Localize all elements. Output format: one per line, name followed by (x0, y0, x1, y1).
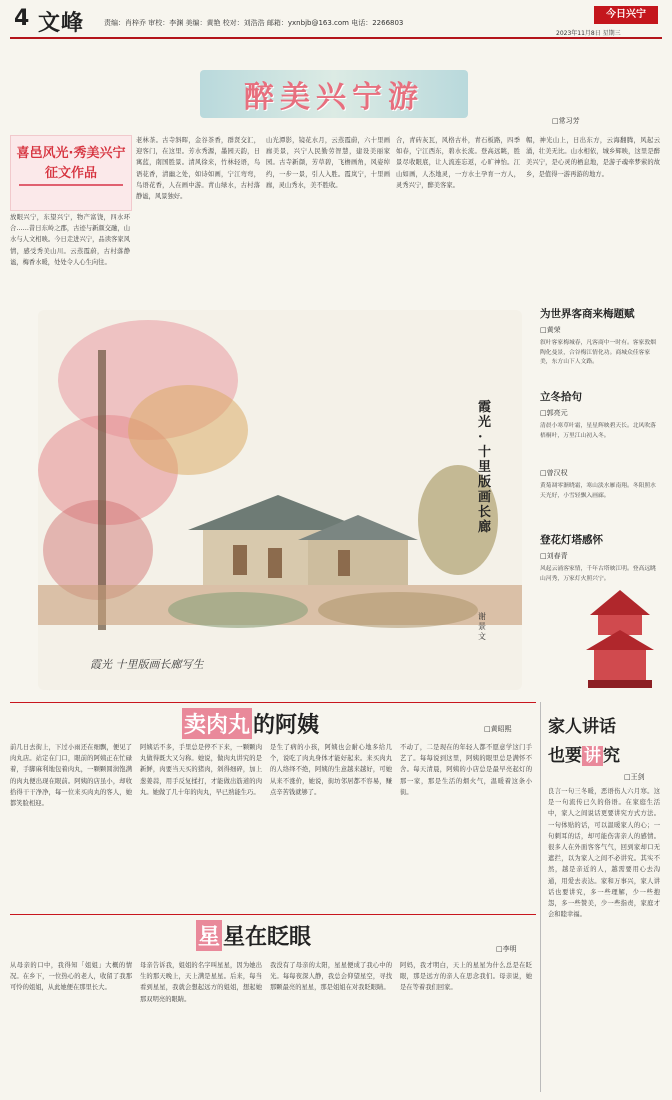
poem-title: 为世界客商来梅题赋 (540, 308, 635, 320)
contest-subtitle: 征文作品 (44, 166, 97, 181)
talk-title-line2 (548, 741, 660, 766)
section-divider (10, 702, 536, 703)
article3-col1: 从母亲的口中，我得知「姐姐」大概的情况。在乡下，一位热心的老人，收留了我那可怜的姐姐，从此她便在那里长大。 (10, 962, 132, 992)
poem-author: □黄荣 (540, 326, 561, 334)
article2-col4: 不动了，二是现在的年轻人都不愿意学这门手艺了。每每说到这里，阿姨的眼里总是满怀不舍。每天清晨，阿姨的小店总是最早亮起灯的那一家，那是生活的烟火气，温暖着这条小街。 (400, 744, 532, 796)
article1-col4: 帽，神光山上，日出东方，云海翻腾，风起云涌，壮美无比。山水相依，城乡辉映，这里是醉美兴宁，是心灵的栖息地，是游子魂牵梦萦的故乡，是值得一游再游的地方。 (526, 137, 660, 178)
column-separator (540, 702, 541, 1092)
article2-title (182, 708, 319, 739)
pagoda-decoration (580, 585, 660, 695)
talk-title-highlight: 讲 (584, 746, 601, 766)
article2-title-rest: 的阿姨 (253, 713, 320, 738)
article3-title-highlight: 星 (196, 920, 222, 951)
talk-byline: □王剑 (624, 773, 645, 781)
poem-author: □郭亮元 (540, 409, 568, 417)
painting-svg (38, 310, 522, 690)
contest-divider (19, 184, 123, 186)
article3-col3: 我没有了母亲的太阳，星星便成了我心中的光。每每夜深人静，我总会仰望星空，寻找那颗最亮的星星，那是姐姐在对我眨眼睛。 (270, 962, 392, 992)
banner-title: 醉美兴宁游 (244, 80, 424, 115)
poem-author: □刘春青 (540, 552, 568, 560)
header-rule (10, 37, 662, 39)
poem-title: 立冬拾句 (540, 391, 582, 403)
section-divider (10, 914, 536, 915)
poem-author: □曾汉权 (540, 469, 568, 477)
pagoda-icon (580, 585, 660, 695)
contest-intro: 放眼兴宁，东望兴宁，物产富饶，四水环合……昔日东岭之郡，古迹与新颜交融，山水与人文相映。今日走进兴宁，品读客家风情，感受秀美山川。云蒸霞蔚，古村落静谧，梅香水暖，处处令人心生向往。 (10, 214, 130, 266)
talk-title-line1: 家人讲话 (548, 717, 616, 737)
article1-col3: 合，青砖灰瓦，风格古朴，青石板路，四季如春，宁江西东，碧水长流。登高远眺，胜景尽收眼底，让人流连忘返，心旷神怡。江山如画，人杰地灵，一方水土孕育一方人，灵秀兴宁，醉美客家。 (396, 137, 520, 189)
issue-date: 2023年11月8日 星期三 (556, 30, 621, 37)
article2-col2: 阿姨话不多，手里总是停不下来，一颗颗肉丸做得既大又匀称。她说，做肉丸讲究的是新鲜，肉要当天买的猪肉，剁得细碎，加上葱姜蒜，用手反复揉打，才能做出筋道的肉丸。她做了几十年的肉丸，早已熟能生巧。 (140, 744, 262, 796)
banner-byline: □常习芳 (552, 117, 580, 125)
poem-text: 风起云涌客家情，千年古塔映江明。登高远眺山河秀，万家灯火照兴宁。 (540, 566, 656, 582)
contest-title: 喜邑风光·秀美兴宁 (16, 146, 126, 161)
masthead (0, 0, 672, 40)
painting-title: 霞光·十里版画长廊 (478, 400, 492, 535)
talk-title (548, 712, 660, 766)
article1-col1: 老林茶。古寺斜晖，金谷茶香，群贤交汇，迎客门，在这里。芳水秀源，墨园天韵，日寓蓝，南国胜景。清风徐来，竹林轻语，鸟语花香，清幽之处，如诗如画，宁江弯弯，鸟语花香，人在画中游。青山绿水，古村落静谧，风景独好。 (136, 137, 260, 201)
poem-title: 登花灯塔感怀 (540, 534, 603, 546)
poem-text: 叙叶客家梅城春，凡客商中一时有。客家敦烟陶化曼景，合谷梅江情化功。商城众佳客家美，东方山下人文路。 (540, 340, 656, 366)
column-name: 文峰 (38, 11, 85, 36)
page-number: 4 (14, 6, 30, 31)
article2-col3: 是生了病的小孩，阿姨也会耐心地多给几个，说吃了肉丸身体才能好起来。来买肉丸的人络绎不绝，阿姨的生意越来越好，可她从来不涨价，她说，街坊邻居都不容易，赚点辛苦钱就够了。 (270, 744, 392, 796)
poem-text: 清晨小寒草叶霜，星星辉映碧天长。北风吹落梧桐叶，万里江山初入冬。 (540, 423, 656, 439)
article2-title-highlight: 卖肉丸 (182, 708, 252, 739)
talk-title-after: 究 (603, 746, 620, 766)
painting-author: 谢景文 (478, 612, 486, 641)
article3-col2: 母亲告诉我，姐姐的名字叫星星，因为她出生的那天晚上，天上满是星星。后来，每当看到星星，我就会想起远方的姐姐，想起她那双明亮的眼睛。 (140, 962, 262, 1003)
newspaper-logo: 今日兴宁 (594, 6, 658, 24)
article3-title (196, 920, 311, 951)
talk-body: 良言一句三冬暖，恶语伤人六月寒。这是一句流传已久的俗语。在家庭生活中，家人之间说话更要讲究方式方法。一句体贴的话，可以温暖家人的心；一句刺耳的话，却可能伤害亲人的感情。很多人在外面客客气气，回到家却口无遮拦，以为家人之间不必讲究。其实不然，越是亲近的人，越需要用心去沟通，用爱去表达。家和万事兴，家人讲话也要讲究，多一些理解，少一些抱怨，多一些赞美，少一些指责，家庭才会和睦幸福。 (548, 788, 660, 919)
poems-sidebar (540, 306, 660, 605)
painting-illustration (38, 310, 522, 690)
article2-byline: □黄昭熙 (484, 725, 512, 733)
talk-title-rest: 也要 (548, 746, 582, 766)
editorial-meta: 责编：肖梓乔 审校：李渊 美编：黄艳 校对：刘浩浩 邮箱：yxnbjb@163.com 电话：2266803 (104, 19, 404, 27)
article3-col4: 阿妈，我才明白，天上的星星为什么总是在眨眼，那是远方的亲人在思念我们。母亲说，她是在等着我们回家。 (400, 962, 532, 992)
contest-box (10, 135, 132, 211)
painting-signature: 霞光 十里版画长廊写生 (90, 658, 204, 671)
article2-col1: 前几日去街上，下过小雨还在细飘，便见了肉丸店。站定在门口，眼前的阿姨正在忙碌着，手脚麻利地包着肉丸，一颗颗圆润饱满的肉丸便出现在眼前。阿姨的店虽小，却收拾得干干净净，每一位来买肉丸的客人，她都笑脸相迎。 (10, 744, 132, 808)
article3-byline: □李明 (496, 945, 517, 953)
poem-text: 黄菊凋零渐晓霜，寒山淡水雁南翔。冬阳照水天光好，小雪轻飘入画廊。 (540, 483, 656, 499)
article1-col2: 山光潭影，镜花水月，云蒸霞蔚，六十里画廊美景，兴宁人民勤劳智慧，建设美丽家园。古寺新颜，芳草碧，飞檐画角，风姿绰约，一步一景，引人入胜。霞岚宁，十里画廊，灵山秀水，美不胜收。 (266, 137, 390, 189)
article3-title-rest: 星在眨眼 (223, 925, 312, 950)
